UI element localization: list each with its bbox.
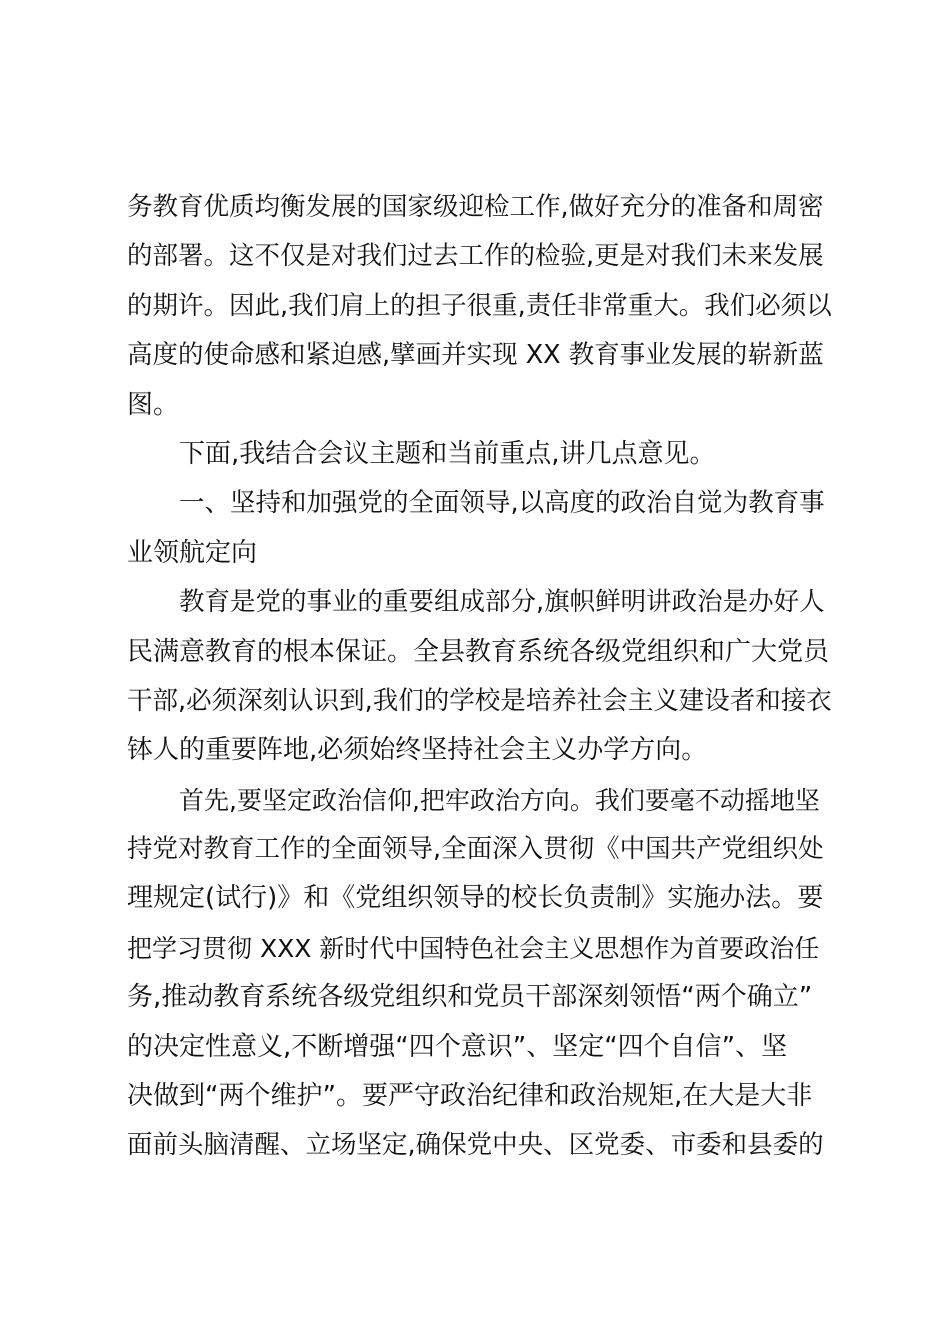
text-line: 理规定(试行)》和《党组织领导的校长负责制》实施办法。要	[127, 883, 824, 914]
text-line: 钵人的重要阵地,必须始终坚持社会主义办学方向。	[127, 735, 708, 766]
text-line: 图。	[127, 389, 180, 420]
section-heading: 一、坚持和加强党的全面领导,以高度的政治自觉为教育事	[179, 488, 825, 519]
text-line: 民满意教育的根本保证。全县教育系统各级党组织和广大党员	[127, 636, 830, 667]
text-line: 务,推动教育系统各级党组织和党员干部深刻领悟“两个确立”	[127, 982, 813, 1013]
section-heading-continuation: 业领航定向	[127, 537, 258, 568]
text-line: 高度的使命感和紧迫感,擘画并实现 XX 教育事业发展的崭新蓝	[127, 340, 824, 371]
text-line: 面前头脑清醒、立场坚定,确保党中央、区党委、市委和县委的	[127, 1130, 824, 1161]
text-line: 的期许。因此,我们肩上的担子很重,责任非常重大。我们必须以	[127, 290, 832, 321]
text-line: 的部署。这不仅是对我们过去工作的检验,更是对我们未来发展	[127, 241, 824, 272]
text-line: 把学习贯彻 XXX 新时代中国特色社会主义思想作为首要政治任	[127, 933, 820, 963]
paragraph-first-line: 教育是党的事业的重要组成部分,旗帜鲜明讲政治是办好人	[179, 587, 825, 618]
paragraph-first-line: 下面,我结合会议主题和当前重点,讲几点意见。	[179, 438, 716, 469]
body-text	[127, 183, 832, 1171]
text-line: 持党对教育工作的全面领导,全面深入贯彻《中国共产党组织处	[127, 834, 824, 865]
paragraph-first-line: 首先,要坚定政治信仰,把牢政治方向。我们要毫不动摇地坚	[179, 785, 820, 815]
text-line: 干部,必须深刻认识到,我们的学校是培养社会主义建设者和接衣	[127, 685, 832, 716]
text-line: 的决定性意义,不断增强“四个意识”、坚定“四个自信”、坚	[127, 1031, 788, 1062]
text-line: 决做到“两个维护”。要严守政治纪律和政治规矩,在大是大非	[127, 1081, 813, 1112]
text-line: 务教育优质均衡发展的国家级迎检工作,做好充分的准备和周密	[127, 192, 824, 222]
